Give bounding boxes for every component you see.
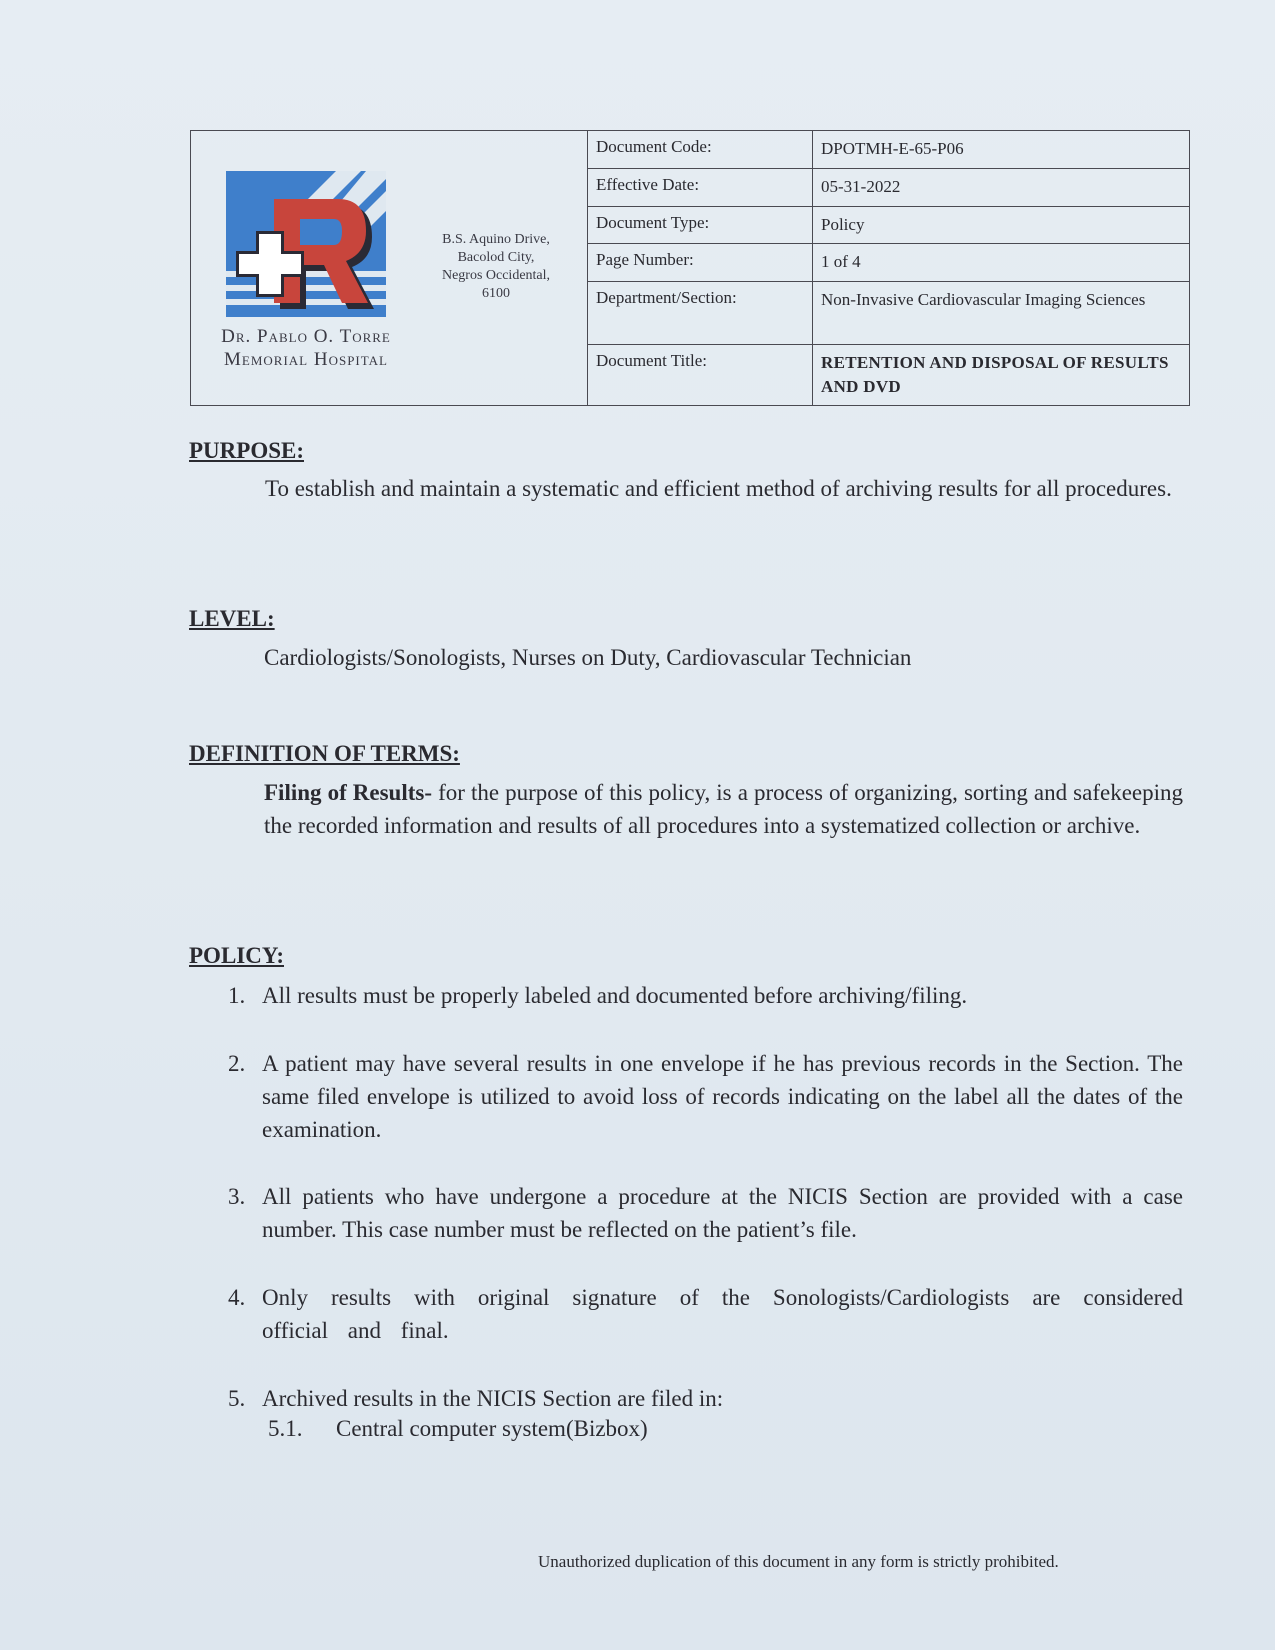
document-header-table <box>190 130 1190 406</box>
info-row-document-code <box>588 131 1189 169</box>
item-text: Archived results in the NICIS Section are filed in: <box>262 1386 724 1411</box>
hospital-name <box>191 325 421 371</box>
item-text: All results must be properly labeled and documented before archiving/filing. <box>262 983 968 1008</box>
info-row-page-number <box>588 244 1189 282</box>
footer-notice: Unauthorized duplication of this document in any form is strictly prohibited. <box>538 1552 1059 1571</box>
hospital-branding <box>191 131 588 405</box>
info-label: Document Title: <box>588 345 813 405</box>
document-info-grid <box>588 131 1189 405</box>
sub-item-number: 5.1. <box>268 1416 303 1441</box>
policy-sub-item <box>268 1416 648 1442</box>
item-text: Only results with original signature of the Sonologists/Cardiologists are considered official and final. <box>262 1285 1183 1343</box>
info-label: Page Number: <box>588 244 813 281</box>
info-row-effective-date <box>588 169 1189 207</box>
sub-item-text: Central computer system(Bizbox) <box>336 1416 648 1441</box>
item-number: 2. <box>228 1051 246 1076</box>
definition-heading: DEFINITION OF TERMS: <box>189 741 460 766</box>
hospital-name-line1: Dr. Pablo O. Torre <box>221 326 391 347</box>
policy-item <box>228 1180 1183 1246</box>
policy-heading: POLICY: <box>189 943 284 968</box>
info-label: Document Code: <box>588 131 813 168</box>
hospital-address <box>421 231 571 303</box>
policy-item <box>228 1382 1183 1415</box>
policy-item <box>228 979 1183 1012</box>
item-number: 4. <box>228 1285 246 1310</box>
address-line2: Bacolod City, <box>457 250 535 265</box>
item-number: 5. <box>228 1386 246 1411</box>
address-line1: B.S. Aquino Drive, <box>442 232 550 247</box>
policy-item <box>228 1047 1183 1146</box>
address-line3: Negros Occidental, <box>441 268 551 283</box>
info-value: 1 of 4 <box>821 252 861 272</box>
definition-body: for the purpose of this policy, is a process of organizing, sorting and safekeeping the recorded information and results of all procedures into a systematized collection or archive. <box>264 780 1184 838</box>
info-row-document-type <box>588 207 1189 245</box>
hospital-name-line2: Memorial Hospital <box>224 349 388 370</box>
purpose-heading: PURPOSE: <box>189 438 304 463</box>
item-number: 1. <box>228 983 246 1008</box>
info-row-document-title <box>588 345 1189 405</box>
level-heading: LEVEL: <box>189 606 275 631</box>
info-value: Policy <box>821 214 865 234</box>
policy-item <box>228 1281 1183 1347</box>
definition-text <box>264 776 1183 842</box>
document-title: RETENTION AND DISPOSAL OF RESULTS AND DVD <box>821 353 1169 397</box>
info-value: Non-Invasive Cardiovascular Imaging Sciences <box>821 290 1146 310</box>
item-text: A patient may have several results in one envelope if he has previous records in the Section. The same filed envelope is utilized to avoid loss of records indicating on the label all the dates of the examination. <box>262 1051 1183 1142</box>
info-value: DPOTMH-E-65-P06 <box>821 139 964 158</box>
info-label: Document Type: <box>588 207 813 244</box>
info-label: Department/Section: <box>588 282 813 344</box>
info-row-department <box>588 282 1189 345</box>
info-value: 05-31-2022 <box>821 176 901 196</box>
purpose-text: To establish and maintain a systematic and efficient method of archiving results for all procedures. <box>265 476 1172 501</box>
hospital-logo-icon <box>226 171 396 327</box>
item-text: All patients who have undergone a procedure at the NICIS Section are provided with a case number. This case number must be reflected on the patient’s file. <box>262 1184 1183 1242</box>
level-text: Cardiologists/Sonologists, Nurses on Duty, Cardiovascular Technician <box>264 645 912 670</box>
info-label: Effective Date: <box>588 169 813 206</box>
item-number: 3. <box>228 1184 246 1209</box>
definition-term: Filing of Results- <box>264 780 433 805</box>
address-line4: 6100 <box>482 286 510 301</box>
